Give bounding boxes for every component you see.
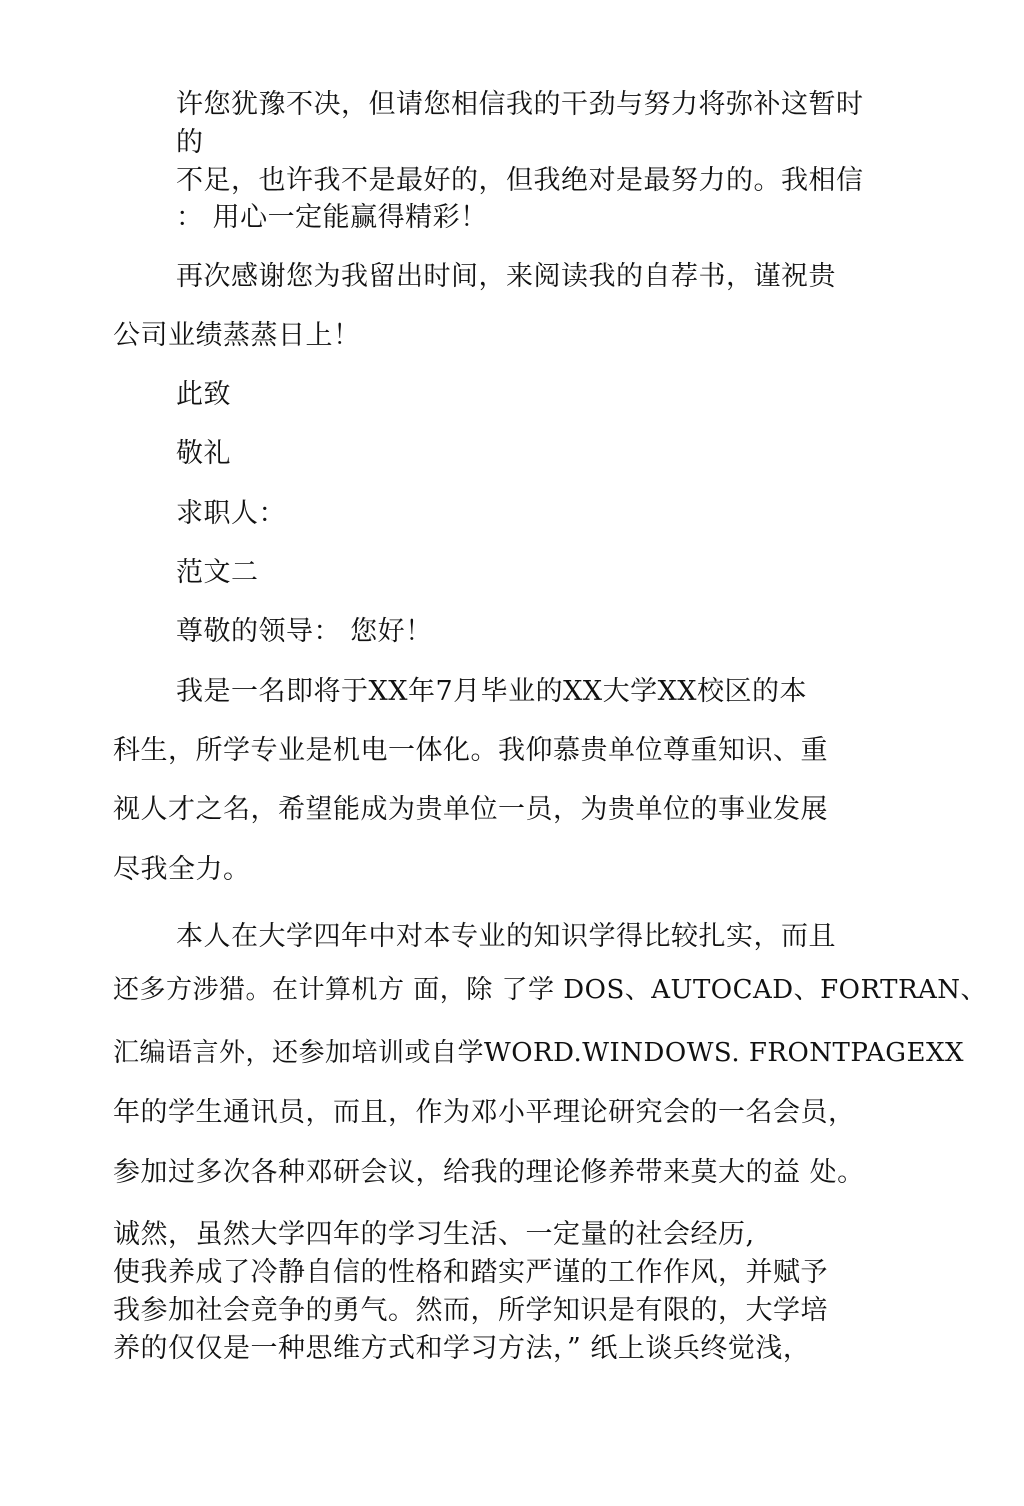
text-line-4: ： 用心一定能赢得精彩！ <box>176 202 488 233</box>
applicant-signature-label: 求职人： <box>176 498 286 529</box>
text-line-21: 诚然，虽然大学四年的学习生活、一定量的社会经历, <box>113 1219 755 1250</box>
text-line-3: 不足，也许我不是最好的，但我绝对是最努力的。我相信 <box>176 165 864 196</box>
closing-regards: 敬礼 <box>176 438 231 469</box>
text-line-13: 科生，所学专业是机电一体化。我仰慕贵单位尊重知识、重 <box>113 735 828 766</box>
text-line-1: 许您犹豫不决，但请您相信我的干劲与努力将弥补这暂时 <box>176 89 864 120</box>
text-line-18: 汇编语言外，还参加培训或自学WORD.WINDOWS. FRONTPAGEXX <box>113 1038 965 1068</box>
text-line-17: 还多方涉猎。在计算机方 面，除 了学 DOS、AUTOCAD、FORTRAN、 <box>113 975 988 1005</box>
text-line-12: 我是一名即将于XX年7月毕业的XX大学XX校区的本 <box>176 676 808 707</box>
section-title: 范文二 <box>176 557 259 588</box>
closing-salutation: 此致 <box>176 379 231 410</box>
text-line-23: 我参加社会竞争的勇气。然而，所学知识是有限的，大学培 <box>113 1295 828 1326</box>
text-line-15: 尽我全力。 <box>113 854 251 885</box>
text-line-24: 养的仅仅是一种思维方式和学习方法，” 纸上谈兵终觉浅， <box>113 1333 811 1364</box>
text-line-22: 使我养成了冷静自信的性格和踏实严谨的工作作风，并赋予 <box>113 1257 828 1288</box>
text-line-19: 年的学生通讯员，而且，作为邓小平理论研究会的一名会员， <box>113 1097 856 1128</box>
text-line-2: 的 <box>176 127 204 158</box>
text-line-5: 再次感谢您为我留出时间，来阅读我的自荐书，谨祝贵 <box>176 261 836 292</box>
text-line-6: 公司业绩蒸蒸日上！ <box>113 320 361 351</box>
text-line-14: 视人才之名，希望能成为贵单位一员，为贵单位的事业发展 <box>113 794 828 825</box>
text-line-16: 本人在大学四年中对本专业的知识学得比较扎实，而且 <box>176 921 836 952</box>
greeting: 尊敬的领导： 您好！ <box>176 616 433 647</box>
text-line-20: 参加过多次各种邓研会议，给我的理论修养带来莫大的益 处。 <box>113 1157 865 1188</box>
